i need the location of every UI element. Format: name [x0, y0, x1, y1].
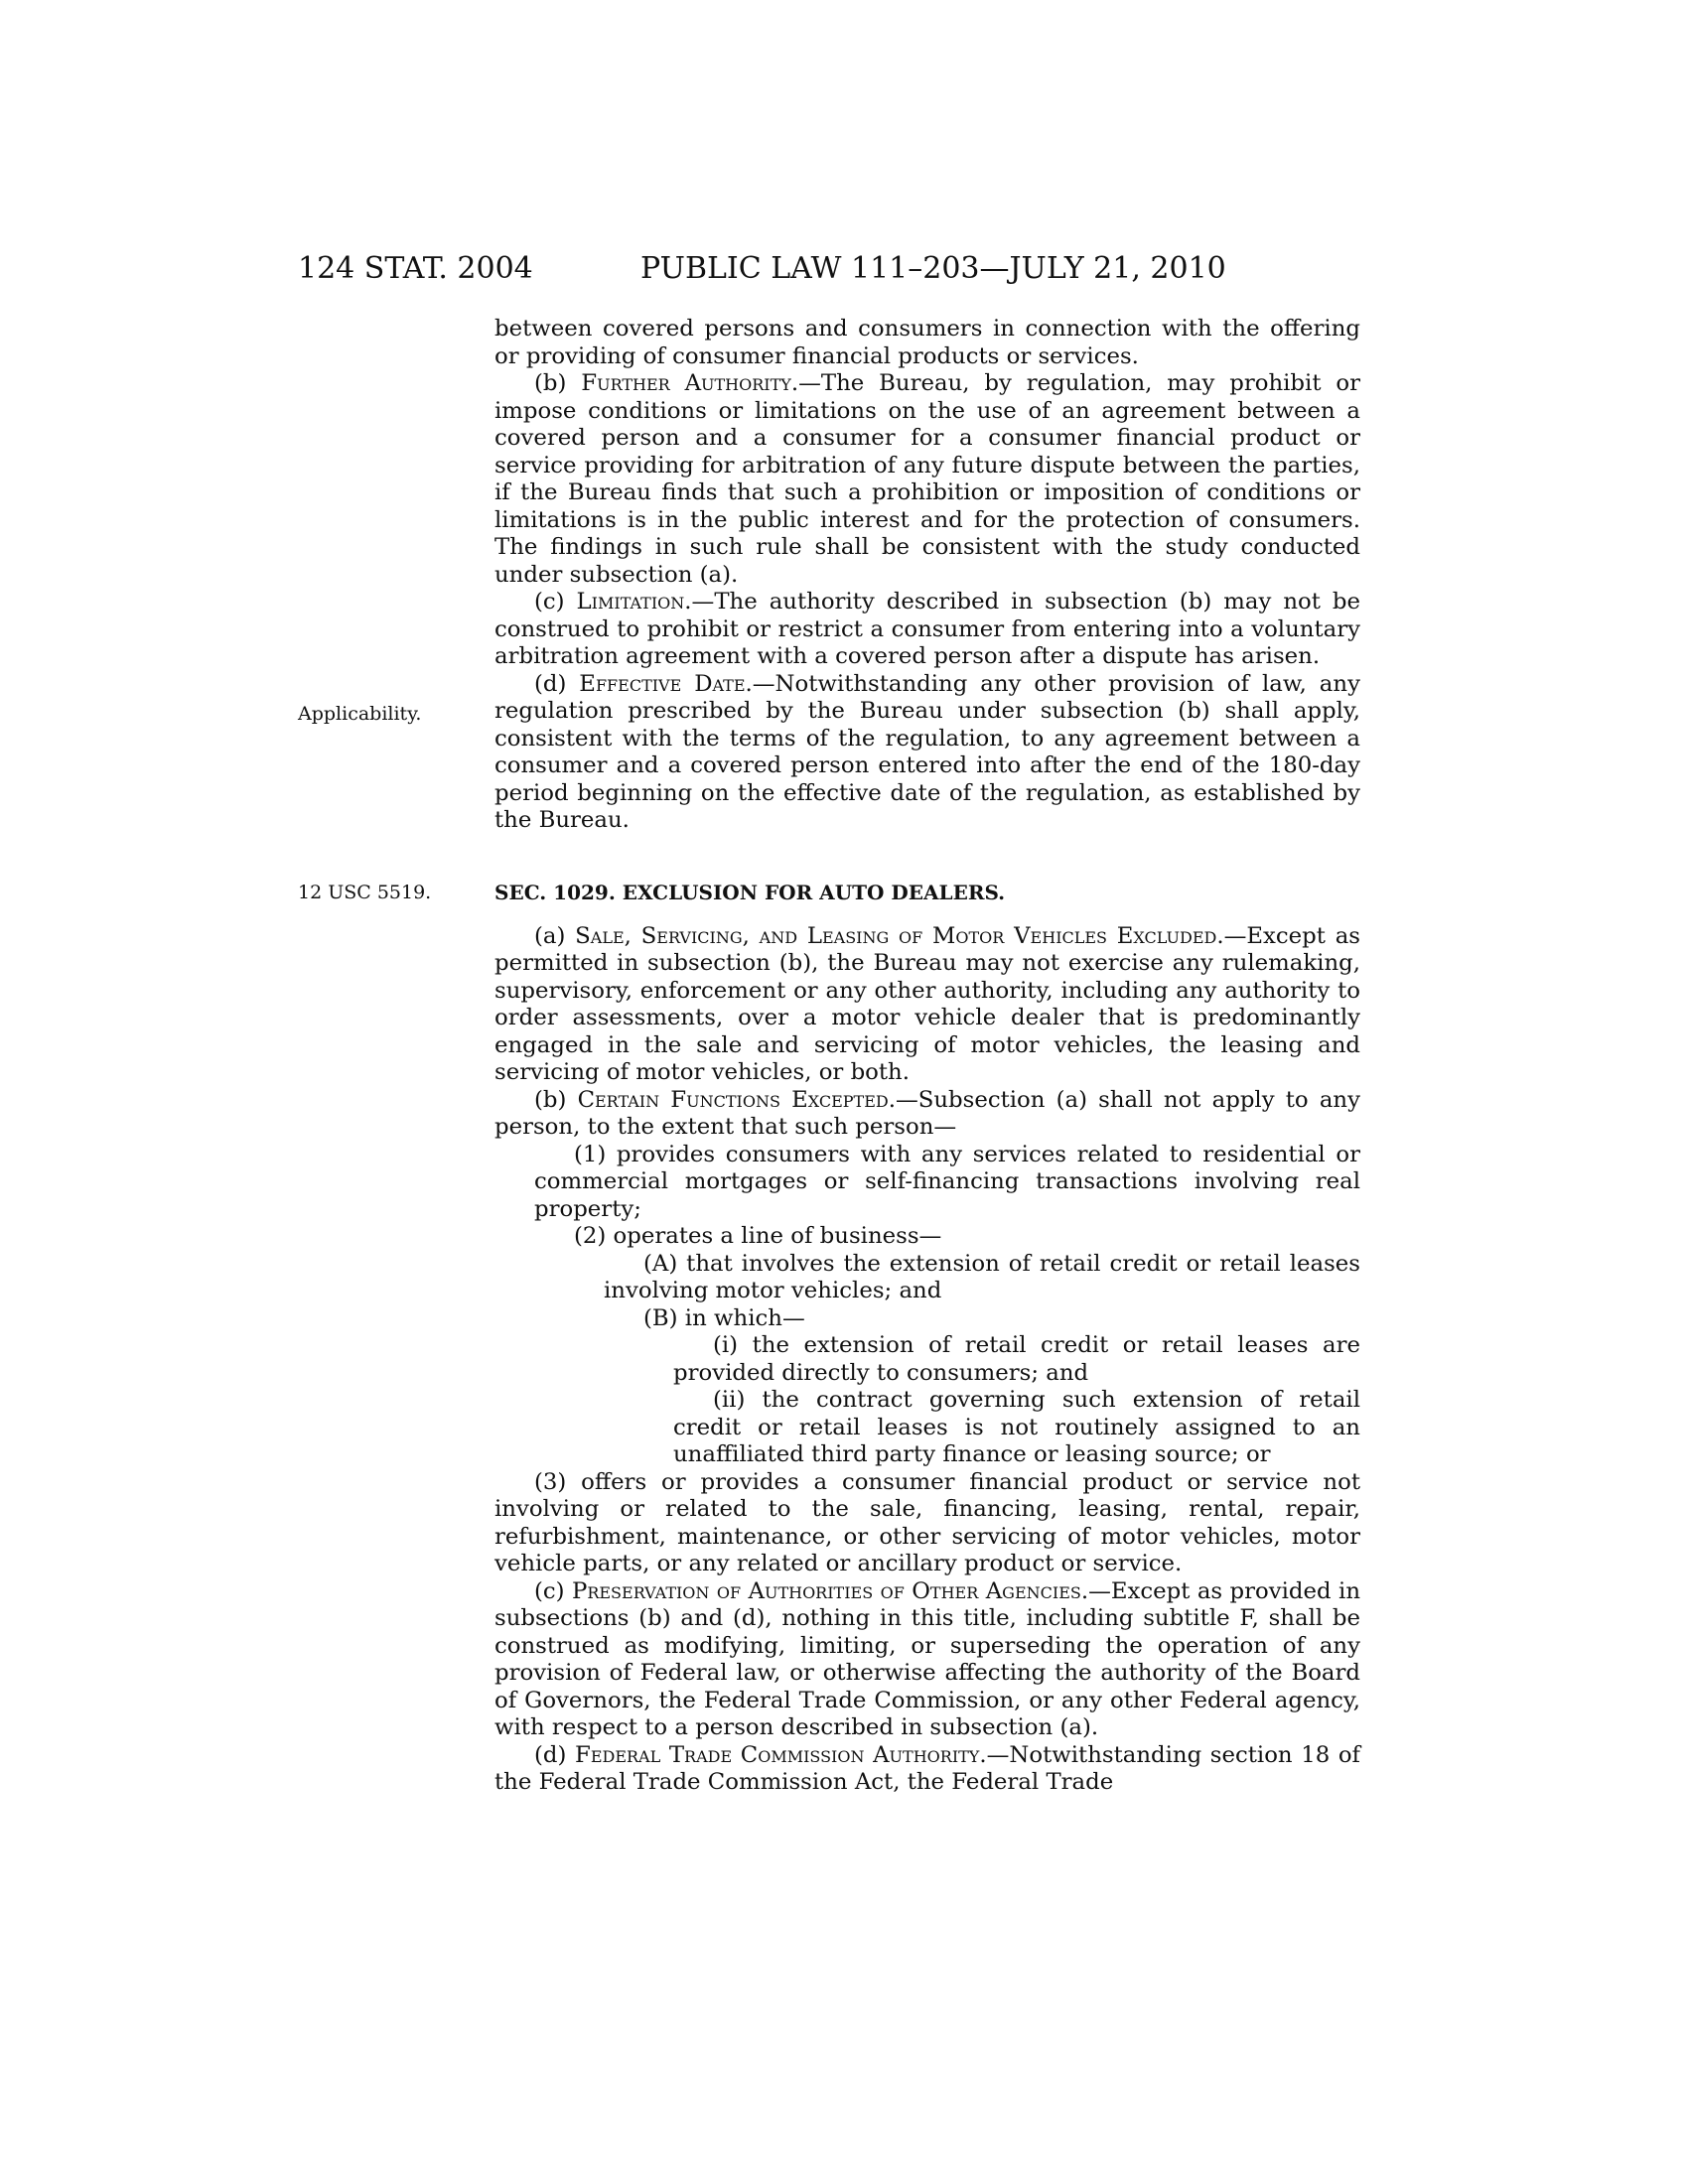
subsection-b-excepted: [494, 1087, 1360, 1142]
subsection-text: .—The Bureau, by regulation, may prohibit or impose conditions or limitations on the use of an agreement between a covered person and a consumer for a consumer financial product or service providing for arbitration of any future dispute between the parties, if the Bureau finds that such a prohibition or imposition of conditions or limitations is in the public interest and for the protection of consumers. The findings in such rule shall be consistent with the study conducted under subsection (a).: [494, 370, 1360, 588]
subsection-a-excluded: [494, 923, 1360, 1087]
subsection-text: .—Notwithstanding section 18 of the Federal Trade Commission Act, the Federal Trade: [494, 1741, 1360, 1795]
subsection-heading: Certain Functions Excepted: [577, 1086, 889, 1113]
section-heading: SEC. 1029. EXCLUSION FOR AUTO DEALERS.: [494, 881, 1006, 904]
list-item-2: (2) operates a line of business—: [574, 1223, 942, 1249]
margin-note-usc: 12 USC 5519.: [298, 882, 432, 903]
page-reference: 124 STAT. 2004: [298, 251, 533, 286]
list-item-3: (3) offers or provides a consumer financial product or service not involving or related to the sale, financing, leasing, rental, repair, refurbishment, maintenance, or other servicing of motor vehicles, motor vehicle parts, or any related or ancillary product or service.: [494, 1468, 1360, 1576]
subsection-text: .—The authority described in subsection (b) may not be construed to prohibit or restrict a consumer from entering into a voluntary arbitration agreement with a covered person after a dispute has arisen.: [494, 589, 1360, 669]
subsection-heading: Effective Date: [579, 670, 746, 697]
subsection-label: (a): [534, 922, 576, 949]
list-item-2b: (B) in which—: [643, 1304, 805, 1331]
subsection-label: (d): [534, 670, 580, 697]
subsection-label: (c): [534, 589, 577, 614]
subsection-label: (d): [534, 1741, 575, 1768]
subsection-heading: Sale, Servicing, and Leasing of Motor Vehicles Excluded: [575, 922, 1217, 949]
subsection-text: .—Notwithstanding any other provision of law, any regulation prescribed by the Bureau under subsection (b) shall apply, consistent with the terms of the regulation, to any agreement between a consumer and a covered person entered into after the end of the 180-day period beginning on the effective date of the regulation, as established by the Bureau.: [494, 670, 1360, 833]
subsection-heading: Preservation of Authorities of Other Agencies: [571, 1577, 1081, 1604]
subsection-label: (b): [534, 370, 582, 396]
subsection-c-limitation: [494, 589, 1360, 671]
law-title: PUBLIC LAW 111–203—JULY 21, 2010: [640, 251, 1226, 286]
paragraph-continuation: between covered persons and consumers in connection with the offering or providing of consumer financial products or services.: [494, 316, 1360, 369]
list-item-1: (1) provides consumers with any services related to residential or commercial mortgages or self-financing transactions involving real property;: [534, 1141, 1360, 1222]
list-item-2a: (A) that involves the extension of retail credit or retail leases involving motor vehicles; and: [604, 1250, 1360, 1303]
list-item-2b-i: (i) the extension of retail credit or retail leases are provided directly to consumers; and: [673, 1332, 1360, 1386]
margin-note-applicability: Applicability.: [298, 703, 422, 725]
subsection-d-ftc-authority: [494, 1742, 1360, 1797]
list-item-2b-ii: (ii) the contract governing such extension of retail credit or retail leases is not routinely assigned to an unaffiliated third party finance or leasing source; or: [673, 1387, 1360, 1467]
subsection-heading: Limitation: [576, 589, 685, 614]
subsection-d-effective-date: [494, 671, 1360, 835]
subsection-heading: Further Authority: [581, 370, 791, 396]
subsection-text: .—Subsection (a) shall not apply to any person, to the extent that such person—: [494, 1086, 1360, 1140]
subsection-c-preservation: [494, 1578, 1360, 1742]
section-1028-continuation: [494, 316, 1360, 835]
section-1029: [494, 880, 1360, 1797]
subsection-label: (b): [534, 1086, 578, 1113]
subsection-b-further-authority: [494, 370, 1360, 589]
subsection-text: .—Except as provided in subsections (b) and (d), nothing in this title, including subtitle F, shall be construed as modifying, limiting, or superseding the operation of any provision of Federal law, or otherwise affecting the authority of the Board of Governors, the Federal Trade Commission, or any other Federal agency, with respect to a person described in subsection (a).: [494, 1577, 1360, 1740]
subsection-label: (c): [534, 1577, 572, 1604]
subsection-heading: Federal Trade Commission Authority: [575, 1741, 980, 1768]
subsection-text: .—Except as permitted in subsection (b), the Bureau may not exercise any rulemaking, supervisory, enforcement or any other authority, including any authority to order assessments, over a motor vehicle dealer that is predominantly engaged in the sale and servicing of motor vehicles, the leasing and servicing of motor vehicles, or both.: [494, 922, 1360, 1085]
